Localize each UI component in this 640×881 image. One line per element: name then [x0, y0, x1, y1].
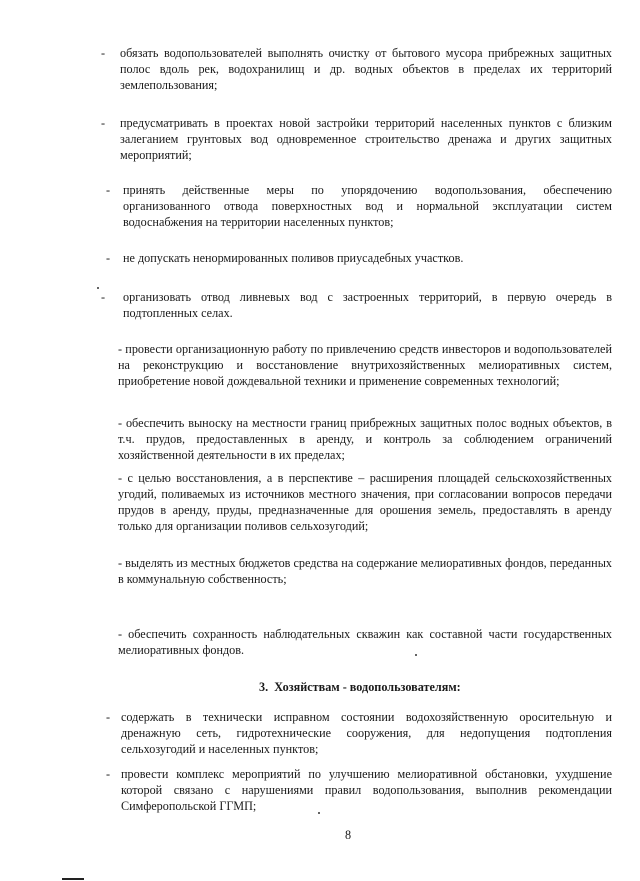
list-item: провести комплекс мероприятий по улучшению мелиоративной обстановки, ухудшение которой связано с нарушениями правил водопользования, выполнив рекомендации Симферопольской ГГМП; — [121, 767, 612, 813]
section-number: 3. — [259, 680, 269, 694]
item-dash: - — [101, 116, 106, 130]
item-dash: - — [106, 183, 111, 197]
list-item: принять действенные меры по упорядочению водопользования, обеспечению организованного отвода поверхностных вод и нормальной эксплуатации систем водоснабжения на территории населенных пунктов; — [123, 183, 612, 229]
scan-speck — [318, 812, 320, 814]
scan-speck — [415, 654, 417, 656]
list-item: обязать водопользователей выполнять очистку от бытового мусора прибрежных защитных полос вдоль рек, водохранилищ и др. водных объектов в пределах их территорий землепользования; — [120, 46, 612, 92]
list-item: - выделять из местных бюджетов средства на содержание мелиоративных фондов, переданных в коммунальную собственность; — [118, 556, 612, 586]
list-item: - обеспечить выноску на местности границ прибрежных защитных полос водных объектов, в т.ч. прудов, предоставленных в аренду, и контроль за соблюдением ограничений хозяйственной деятельности в их пределах; — [118, 416, 612, 462]
list-item: предусматривать в проектах новой застройки территорий населенных пунктов с близким залеганием грунтовых вод одновременное строительство дренажа и других защитных мероприятий; — [120, 116, 612, 162]
section-heading — [259, 679, 461, 695]
scan-speck — [97, 287, 99, 289]
list-item: организовать отвод ливневых вод с застроенных территорий, в первую очередь в подтопленных селах. — [123, 290, 612, 320]
page-number: 8 — [345, 828, 352, 842]
item-dash: - — [106, 251, 111, 265]
scan-edge-mark — [62, 878, 84, 880]
list-item: - обеспечить сохранность наблюдательных скважин как составной части государственных мелиоративных фондов. — [118, 627, 612, 657]
list-item: - провести организационную работу по привлечению средств инвесторов и водопользователей на реконструкцию и восстановление внутрихозяйственных мелиоративных систем, приобретение новой дождевальной техники и применение современных технологий; — [118, 342, 612, 388]
list-item: не допускать ненормированных поливов приусадебных участков. — [123, 251, 464, 265]
list-item: содержать в технически исправном состоянии водохозяйственную оросительную и дренажную сеть, гидротехнические сооружения, для недопущения подтопления сельхозугодий и населенных пунктов; — [121, 710, 612, 756]
section-title: Хозяйствам - водопользователям: — [274, 680, 461, 694]
item-dash: - — [101, 290, 106, 304]
item-dash: - — [101, 46, 106, 60]
item-dash: - — [106, 710, 111, 724]
list-item: - с целью восстановления, а в перспективе – расширения площадей сельскохозяйственных угодий, поливаемых из источников местного значения, при согласовании вопросов передачи прудов в аренду, пруды, предназначенные для орошения земель, предоставлять в аренду только для организации поливов сельхозугодий; — [118, 471, 612, 533]
item-dash: - — [106, 767, 111, 781]
